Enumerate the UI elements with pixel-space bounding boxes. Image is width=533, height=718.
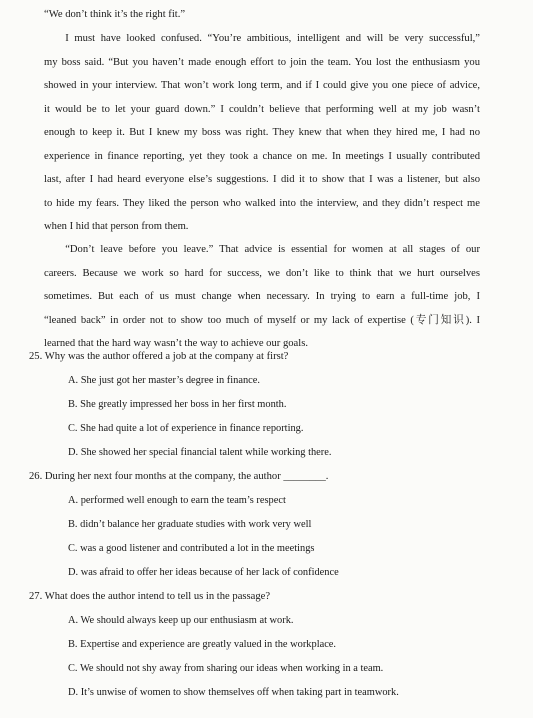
question-25-option-c: C. She had quite a lot of experience in finance reporting.: [68, 423, 304, 434]
text-line: “Don’t leave before you leave.” That advice is essential for women at all stages of our: [65, 244, 480, 255]
text-line: when I hid that person from them.: [44, 221, 189, 232]
text-line: careers. Because we work so hard for success, we don’t like to think that we hurt ourselves: [44, 267, 480, 279]
question-26-option-b: B. didn’t balance her graduate studies with work very well: [68, 519, 312, 530]
question-25-stem: 25. Why was the author offered a job at the company at first?: [29, 351, 289, 362]
question-25-option-d: D. She showed her special financial talent while working there.: [68, 447, 332, 458]
passage-b-paragraph-2: [44, 238, 480, 356]
text-line: “leaned back” in order not to show too much of myself or my lack of expertise (专门知识). I: [44, 314, 480, 326]
text-line: “We don’t think it’s the right fit.”: [44, 9, 186, 20]
question-25-option-a: A. She just got her master’s degree in finance.: [68, 375, 260, 386]
question-26-option-d: D. was afraid to offer her ideas because of her lack of confidence: [68, 567, 339, 578]
question-27-option-c: C. We should not shy away from sharing our ideas when working in a team.: [68, 663, 384, 674]
question-25-option-b: B. She greatly impressed her boss in her first month.: [68, 399, 287, 410]
question-27-option-d: D. It’s unwise of women to show themselves off when taking part in teamwork.: [68, 687, 399, 698]
text-line: showed in your interview. That won’t work long term, and if I could give you one piece of advice,: [44, 80, 480, 91]
question-26-option-c: C. was a good listener and contributed a lot in the meetings: [68, 543, 315, 554]
question-26-stem: 26. During her next four months at the company, the author ________.: [29, 471, 329, 482]
text-line: learned that the hard way wasn’t the way to achieve our goals.: [44, 338, 308, 349]
text-line: my boss said. “But you haven’t made enough effort to join the team. You lost the enthusiasm you: [44, 56, 480, 68]
text-line: experience in finance reporting, yet they took a chance on me. In meetings I usually contributed: [44, 150, 480, 162]
question-27-option-b: B. Expertise and experience are greatly valued in the workplace.: [68, 639, 337, 650]
text-line: it would be to let your guard down.” I couldn’t believe that performing well at my job wasn’t: [44, 103, 480, 115]
question-26-option-a: A. performed well enough to earn the team’s respect: [68, 495, 286, 506]
text-line: sometimes. But each of us must change when necessary. In trying to earn a full-time job, I: [44, 291, 480, 302]
text-line: last, after I had heard everyone else’s suggestions. I did it to show that I was a listener, but also: [44, 174, 480, 185]
text-line: to hide my fears. They liked the person who walked into the interview, and they didn’t respect me: [44, 197, 480, 209]
passage-b-opening-line: [44, 3, 480, 27]
text-line: I must have looked confused. “You’re ambitious, intelligent and will be very successful,”: [65, 33, 480, 44]
question-27-option-a: A. We should always keep up our enthusiasm at work.: [68, 615, 294, 626]
text-line: enough to keep it. But I knew my boss was right. They knew that when they hired me, I had no: [44, 127, 480, 138]
passage-b-paragraph-1: [44, 27, 480, 239]
question-27-stem: 27. What does the author intend to tell us in the passage?: [29, 591, 271, 602]
